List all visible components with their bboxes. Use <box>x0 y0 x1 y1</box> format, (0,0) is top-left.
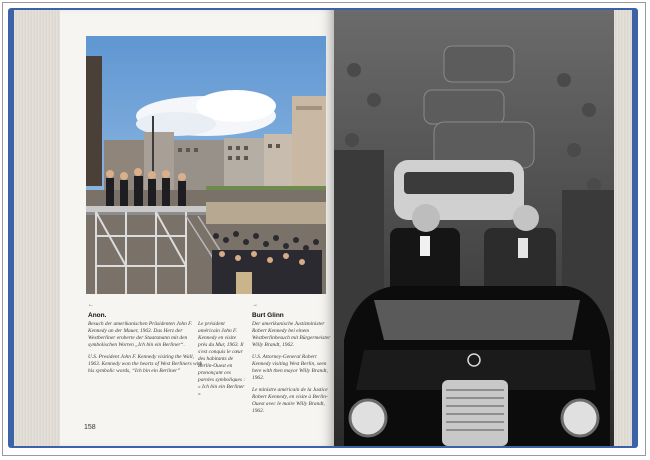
caption-heading-anon: Anon. <box>88 312 107 319</box>
caption-french-anon: Le président américain John F. Kennedy en visite près du Mur, 1963. Il s'est conquis le cœur des habitants de Berlin-Ouest en prononçant ces paroles symboliques : « Ich bin ein Berliner » <box>198 321 246 397</box>
photo-marker-right: → <box>252 302 258 308</box>
caption-english-glinn: U.S. Attorney-General Robert Kennedy visiting West Berlin, seen here with then mayor Willy Brandt, 1962. <box>252 354 328 381</box>
left-page-edges <box>14 10 62 446</box>
left-page <box>60 10 334 446</box>
caption-german-anon: Besuch der amerikanischen Präsidenten John F. Kennedy an der Mauer, 1963. Das Herz der Westberliner eroberte der Staatsmann mit den symbolischen Worten „Ich bin ein Berliner“. <box>88 321 193 348</box>
photo-marker-left: ← <box>88 302 94 308</box>
kennedy-motorcade-bw-photo <box>334 10 614 446</box>
caption-burt-glinn <box>252 312 332 420</box>
caption-german-glinn: Der amerikanische Justizminister Robert Kennedy bei einem Westberlinbesuch mit Bürgermeister Willy Brandt, 1962. <box>252 321 331 348</box>
caption-english-anon: U.S. President John F. Kennedy visiting the Wall, 1963. Kennedy won the hearts of West Berliners with his symbolic words, “Ich bin ein Berliner” <box>88 354 203 374</box>
kennedy-wall-color-photo <box>86 36 326 294</box>
caption-french-glinn: Le ministre américain de la Justice Robert Kennedy, en visite à Berlin-Ouest avec le maire Willy Brandt, 1962. <box>252 387 328 414</box>
right-page-edges <box>612 10 632 446</box>
caption-heading-glinn: Burt Glinn <box>252 312 284 319</box>
caption-anon <box>88 312 204 380</box>
page-number: 158 <box>84 424 96 431</box>
caption-french-column <box>198 312 246 403</box>
